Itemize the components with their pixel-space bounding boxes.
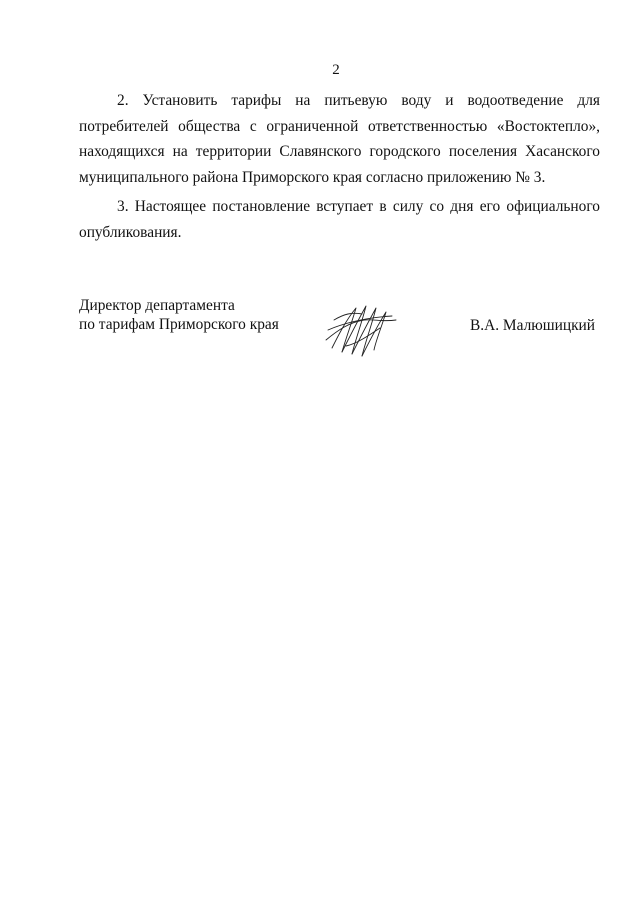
clause-2: 2. Установить тарифы на питьевую воду и водоотведение для потребителей общества с ограниченной ответственностью «Востоктепло», находящихся на территории Славянского городского поселения Хасанского муниципального района Приморского края согласно приложению № 3. bbox=[79, 92, 600, 186]
signer-title-line-2: по тарифам Приморского края bbox=[79, 316, 279, 333]
handwritten-signature bbox=[322, 300, 404, 358]
clause-3: 3. Настоящее постановление вступает в силу со дня его официального опубликования. bbox=[79, 198, 600, 241]
signer-title-line-1: Директор департамента bbox=[79, 297, 235, 314]
signer-name: В.А. Малюшицкий bbox=[470, 317, 596, 334]
page-number: 2 bbox=[332, 62, 340, 78]
signer-title bbox=[79, 296, 279, 334]
